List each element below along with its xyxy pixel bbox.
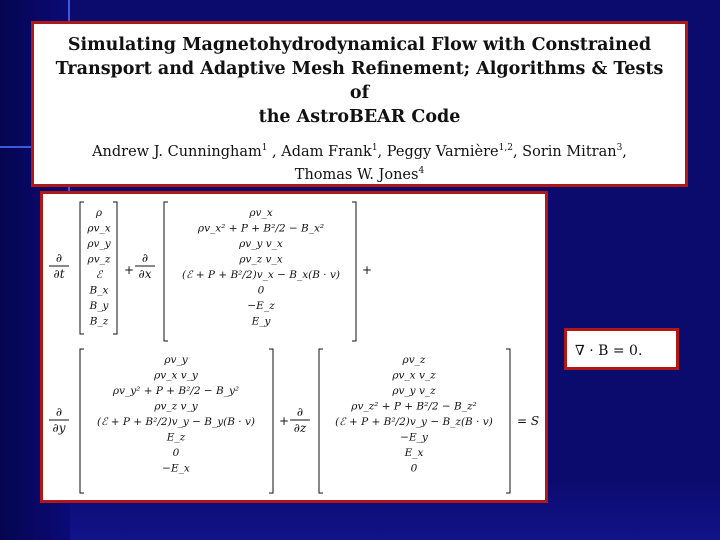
vector-entry: 0 [410,462,418,475]
plus-sign: + [361,263,373,277]
vector-entry: ρv_z² + P + B²/2 − B_z² [351,400,477,413]
vector-entry: ρv_x [87,222,111,235]
vector-entry: −E_y [400,431,428,444]
plus-sign: + [278,414,290,428]
vector-entry: ρv_x v_z [392,369,436,382]
vector-entry: ρv_y v_x [239,238,283,250]
derivative-denominator: ∂z [293,421,307,435]
mhd-equation [43,194,545,500]
derivative-numerator: ∂ [55,251,63,265]
author-name: Sorin Mitran [522,143,617,160]
right-bracket [113,202,117,334]
paper-title [54,33,665,129]
vector-entry: ρv_y [164,354,188,366]
divergence-constraint-card [564,328,679,370]
author-separator: , [622,143,627,160]
paper-title-card [31,21,688,187]
author-list [74,139,645,185]
divergence-equation [567,331,676,367]
right-bracket [352,202,356,341]
vector-entry: (ℰ + P + B²/2)v_y − B_y(B · v) [96,416,256,428]
vector-entry: B_x [89,284,109,297]
vector-entry: ρv_z [87,253,111,266]
author-affiliation: 1 [261,143,268,153]
right-bracket [506,349,510,493]
vector-entry: ρv_z v_y [154,400,198,413]
vector-entry: 0 [172,447,180,459]
derivative-denominator: ∂y [52,421,66,435]
plus-sign: + [123,263,135,277]
vector-entry: −E_z [247,300,275,312]
divergence-text: ∇ · B = 0. [575,343,643,359]
left-bracket [80,349,84,493]
vector-entry: ρv_z [402,354,426,366]
author-affiliation: 4 [418,165,425,176]
author-separator: , [377,143,387,160]
vector-entry: B_y [89,300,109,312]
right-bracket [269,349,273,493]
left-bracket [80,202,84,334]
vector-entry: ℰ [95,269,103,281]
vector-entry: ρv_y v_z [392,385,436,397]
vector-entry: ρv_z v_x [239,253,283,266]
left-bracket [319,349,323,493]
vector-entry: E_y [251,315,271,328]
vector-entry: ρv_x [249,207,273,219]
vector-entry: (ℰ + P + B²/2)v_x − B_x(B · v) [181,269,341,281]
author-name: Thomas W. Jones [294,166,419,183]
left-bracket [164,202,168,341]
equals-source: = S [517,414,540,428]
derivative-numerator: ∂ [55,405,63,419]
mhd-equation-card [40,191,548,503]
derivative-denominator: ∂t [53,267,65,281]
author-name: Andrew J. Cunningham [92,143,262,160]
author-affiliation: 1,2 [498,143,513,153]
derivative-numerator: ∂ [141,251,149,265]
author-name: Adam Frank [281,143,372,160]
author-separator: , [512,143,523,160]
title-line-1: Simulating Magnetohydrodynamical Flow with Constrained [67,35,652,55]
vector-entry: E_z [166,431,186,444]
vector-entry: ρv_x² + P + B²/2 − B_x² [197,222,325,235]
derivative-denominator: ∂x [138,267,152,281]
derivative-numerator: ∂ [296,405,304,419]
author-affiliation: 1 [371,143,378,153]
vector-entry: ρv_x v_y [154,369,198,382]
title-line-2: Transport and Adaptive Mesh Refinement; Algorithms & Tests of [55,59,664,103]
vector-entry: ρv_y² + P + B²/2 − B_y² [112,385,240,397]
author-name: Peggy Varnière [386,143,499,160]
title-line-3: the AstroBEAR Code [258,107,461,127]
vector-entry: −E_x [162,462,190,475]
vector-entry: B_z [89,315,109,328]
author-separator: , [267,143,282,160]
vector-entry: (ℰ + P + B²/2)v_y − B_z(B · v) [335,416,493,428]
vector-entry: ρv_y [87,238,111,250]
vector-entry: E_x [404,447,424,459]
author-affiliation: 3 [616,143,623,153]
vector-entry: 0 [257,284,265,297]
vector-entry: ρ [95,207,103,219]
